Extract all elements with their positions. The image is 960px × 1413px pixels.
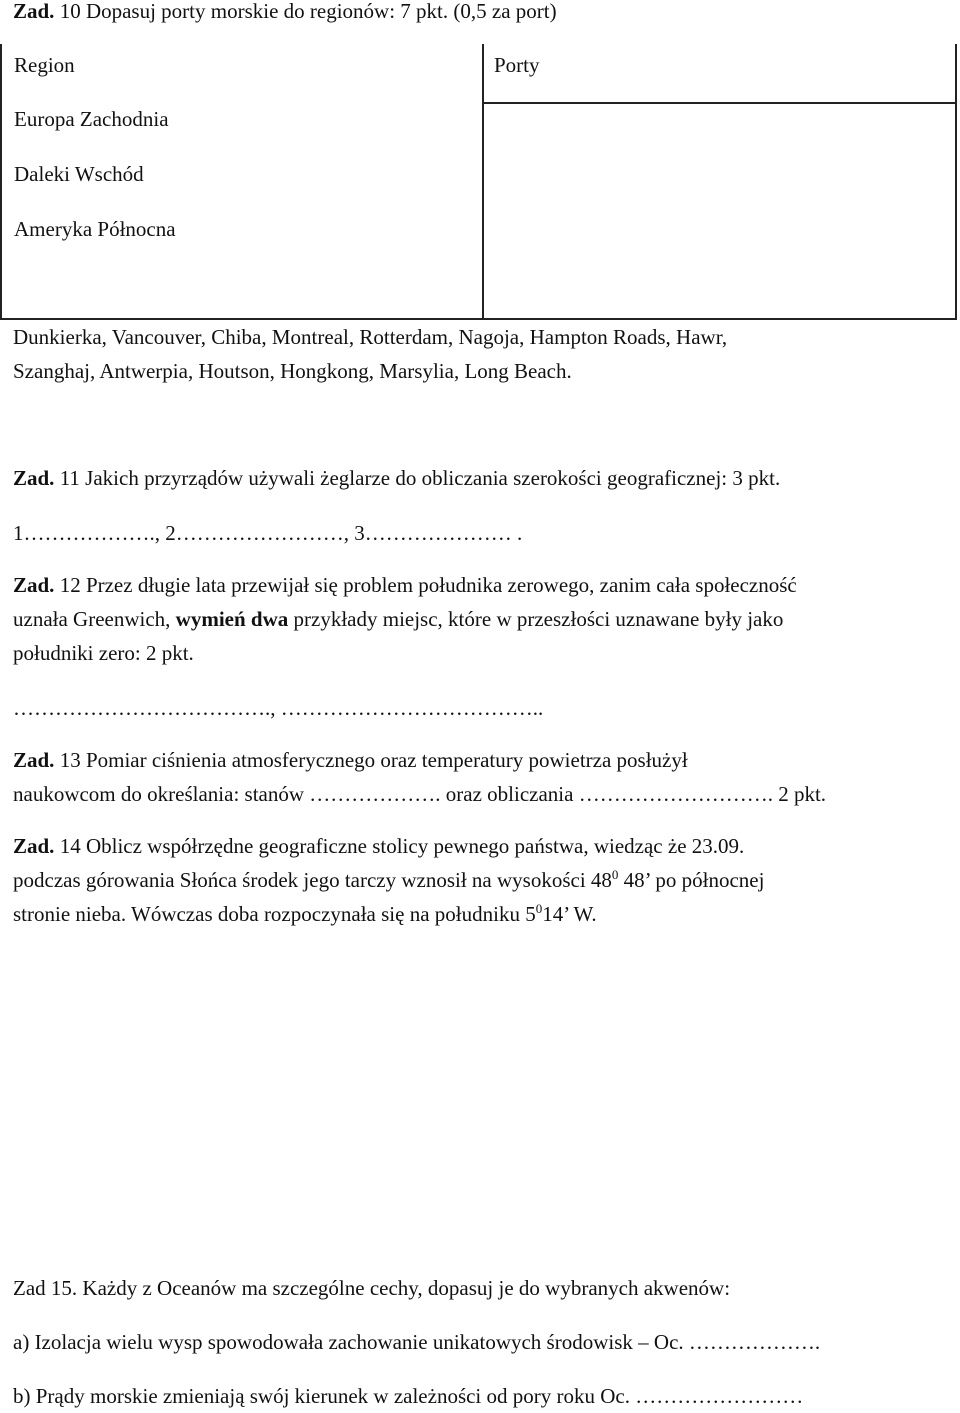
- task-12-label: Zad.: [13, 573, 55, 597]
- task-14-text-c2: 14’ W.: [542, 902, 597, 926]
- region-column: [1, 44, 483, 319]
- task-12-number: 12: [59, 573, 81, 597]
- task-13-text-a: Pomiar ciśnienia atmosferycznego oraz temperatury powietrza posłużył: [85, 748, 688, 772]
- task-12-answer-line[interactable]: ………………………………., ………………………………..: [13, 696, 544, 720]
- task-12-question-line-1: [13, 568, 797, 602]
- task-14-question-line-2: [13, 863, 764, 897]
- task-15-question: Zad 15. Każdy z Oceanów ma szczególne cechy, dopasuj je do wybranych akwenów:: [13, 1276, 731, 1300]
- region-daleki-wschod: Daleki Wschód: [14, 162, 144, 186]
- ports-header: Porty: [494, 53, 540, 77]
- region-ameryka-polnocna: Ameryka Północna: [14, 217, 176, 241]
- task-14-text-b1: podczas górowania Słońca środek jego tarczy wznosił na wysokości 48: [13, 868, 612, 892]
- task-10-heading: [13, 0, 557, 28]
- task-14-text-a: Oblicz współrzędne geograficzne stolicy pewnego państwa, wiedząc że 23.09.: [85, 834, 745, 858]
- region-header: Region: [14, 53, 75, 77]
- task-15-item-b[interactable]: b) Prądy morskie zmieniają swój kierunek w zależności od pory roku Oc. ……………………: [13, 1384, 804, 1408]
- task-11-answer-line[interactable]: 1………………., 2……………………, 3………………… .: [13, 521, 523, 545]
- degree-superscript: 0: [535, 901, 543, 916]
- task-14-text-c1: stronie nieba. Wówczas doba rozpoczynała się na południku 5: [13, 902, 536, 926]
- region-europa-zachodnia: Europa Zachodnia: [14, 107, 169, 131]
- task-12-question-line-3: południki zero: 2 pkt.: [13, 641, 194, 665]
- task-14-number: 14: [59, 834, 81, 858]
- task-11-number: 11: [59, 466, 80, 490]
- region-ports-table: [0, 44, 957, 320]
- task-11-label: Zad.: [13, 466, 55, 490]
- task-13-number: 13: [59, 748, 81, 772]
- ports-list-line-1: Dunkierka, Vancouver, Chiba, Montreal, Rotterdam, Nagoja, Hampton Roads, Hawr,: [13, 325, 728, 349]
- task-10-text: Dopasuj porty morskie do regionów: 7 pkt. (0,5 za port): [85, 0, 557, 23]
- task-12-text-b1: uznała Greenwich,: [13, 607, 171, 631]
- ports-answer-area[interactable]: [484, 104, 955, 318]
- task-13-question-line-1: [13, 743, 688, 777]
- task-14-question-line-1: [13, 829, 744, 863]
- task-14-question-line-3: [13, 897, 597, 931]
- task-12-text-b2: przykłady miejsc, które w przeszłości uznawane były jako: [293, 607, 784, 631]
- task-10-number: 10: [59, 0, 81, 23]
- task-12-question-line-2: [13, 602, 783, 636]
- ports-column: [483, 44, 956, 319]
- task-11-text: Jakich przyrządów używali żeglarze do obliczania szerokości geograficznej: 3 pkt.: [85, 466, 781, 490]
- task-13-label: Zad.: [13, 748, 55, 772]
- task-14-text-b2: 48’ po północnej: [623, 868, 765, 892]
- task-14-label: Zad.: [13, 834, 55, 858]
- task-12-emphasis: wymień dwa: [175, 607, 289, 631]
- task-10-label: Zad.: [13, 0, 55, 23]
- task-15-item-a[interactable]: a) Izolacja wielu wysp spowodowała zachowanie unikatowych środowisk – Oc. ……………….: [13, 1330, 821, 1354]
- degree-superscript: 0: [611, 867, 619, 882]
- task-12-text-a: Przez długie lata przewijał się problem południka zerowego, zanim cała społeczność: [85, 573, 797, 597]
- task-13-question-line-2: naukowcom do określania: stanów ………………. oraz obliczania ………………………. 2 pkt.: [13, 782, 827, 806]
- task-11-question: [13, 461, 780, 495]
- ports-list-line-2: Szanghaj, Antwerpia, Houtson, Hongkong, Marsylia, Long Beach.: [13, 359, 572, 383]
